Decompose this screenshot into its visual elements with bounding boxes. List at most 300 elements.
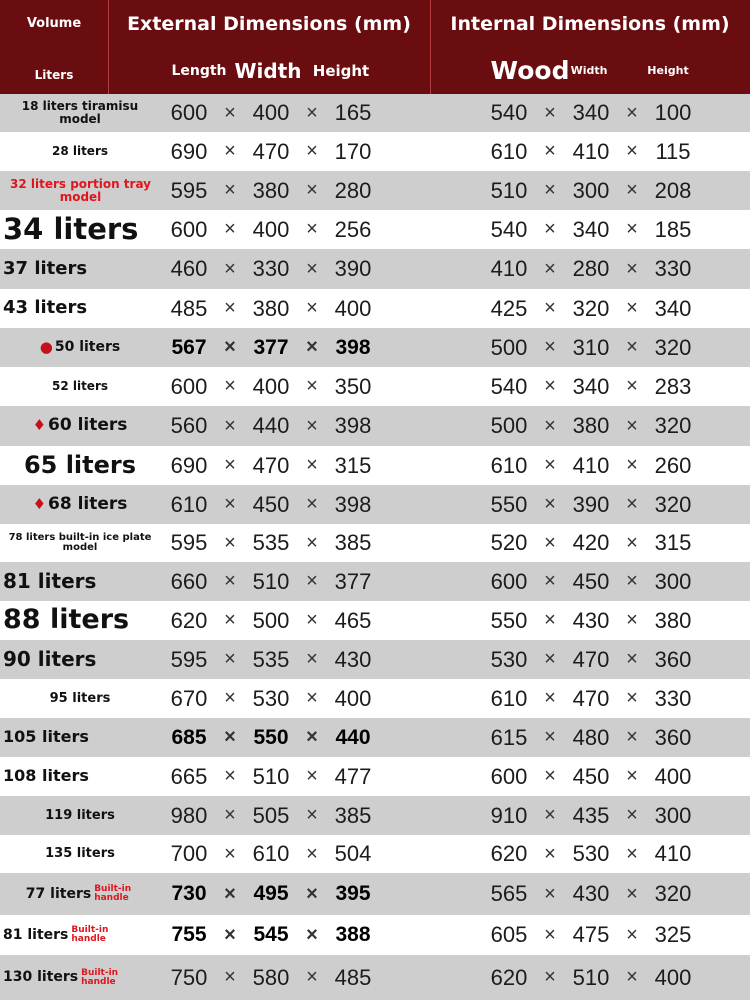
- dimension-value: 910: [490, 802, 528, 828]
- times-sign: ×: [224, 257, 236, 280]
- volume-text: 130 liters: [3, 969, 79, 986]
- times-sign: ×: [626, 726, 638, 748]
- dimension-value: 500: [490, 334, 528, 360]
- external-dimensions: [167, 446, 375, 485]
- times-sign: ×: [224, 765, 236, 787]
- dimension-value: 750: [170, 964, 208, 990]
- times-sign: ×: [224, 609, 236, 631]
- dimension-value: 620: [170, 607, 208, 633]
- dimension-value: 320: [572, 295, 610, 321]
- table-row: [0, 210, 750, 249]
- dimension-value: 400: [654, 964, 692, 990]
- volume-text: 81 liters: [3, 926, 69, 943]
- table-row: [0, 289, 750, 328]
- dimension-value: 350: [334, 373, 372, 399]
- dimension-value: 485: [334, 964, 372, 990]
- times-sign: ×: [626, 570, 638, 592]
- times-sign: ×: [626, 609, 638, 631]
- times-sign: ×: [224, 923, 236, 946]
- dimension-value: 567: [171, 335, 207, 359]
- header-width: Width: [234, 58, 302, 83]
- dimension-value: 340: [572, 100, 610, 125]
- external-dimensions: [167, 249, 375, 289]
- times-sign: ×: [544, 726, 556, 748]
- table-row: [0, 757, 750, 796]
- dimension-value: 330: [654, 256, 692, 281]
- dimension-value: 610: [170, 491, 208, 517]
- header-row-top: [0, 0, 750, 48]
- dimension-value: 505: [252, 802, 290, 828]
- times-sign: ×: [544, 570, 556, 592]
- dimension-value: 690: [170, 138, 208, 164]
- times-sign: ×: [224, 842, 236, 865]
- dimension-value: 400: [252, 100, 290, 125]
- internal-dimensions: [487, 446, 695, 485]
- dimension-value: 600: [490, 568, 528, 594]
- dimension-value: 510: [490, 177, 528, 203]
- external-dimensions: [167, 289, 375, 328]
- volume-text: 81 liters: [3, 569, 97, 593]
- dimension-value: 300: [572, 177, 610, 203]
- dimension-value: 450: [572, 763, 610, 789]
- internal-dimensions: [487, 955, 695, 1000]
- times-sign: ×: [306, 726, 318, 748]
- dimension-value: 610: [490, 685, 528, 711]
- volume-text: 95 liters: [49, 690, 111, 706]
- times-sign: ×: [626, 140, 638, 162]
- row-volume-label: [0, 601, 160, 640]
- dimension-value: 600: [170, 373, 208, 399]
- dimension-value: 504: [334, 841, 372, 866]
- dimension-value: 377: [253, 335, 289, 359]
- dimension-value: 480: [572, 724, 610, 750]
- external-dimensions: [167, 601, 375, 640]
- internal-dimensions: [487, 757, 695, 796]
- dimension-value: 610: [490, 138, 528, 164]
- times-sign: ×: [544, 531, 556, 554]
- dimension-value: 510: [572, 964, 610, 990]
- dimension-value: 410: [490, 256, 528, 281]
- volume-text: 68 liters: [48, 493, 128, 514]
- times-sign: ×: [544, 493, 556, 515]
- dimension-value: 565: [490, 881, 528, 906]
- internal-dimensions: [487, 718, 695, 757]
- times-sign: ×: [544, 454, 556, 476]
- row-volume-label: [0, 524, 160, 562]
- dimension-value: 340: [654, 295, 692, 321]
- internal-dimensions: [487, 915, 695, 955]
- header-divider: [108, 47, 109, 94]
- dimension-value: 610: [252, 841, 290, 866]
- times-sign: ×: [224, 531, 236, 554]
- dimension-value: 115: [655, 138, 691, 164]
- internal-dimensions: [487, 562, 695, 601]
- external-dimensions: [167, 524, 375, 562]
- row-volume-label: [0, 406, 160, 446]
- times-sign: ×: [224, 454, 236, 476]
- dimension-value: 100: [654, 100, 692, 125]
- internal-dimensions: [487, 289, 695, 328]
- volume-text: 77 liters: [25, 885, 92, 902]
- times-sign: ×: [306, 882, 318, 905]
- times-sign: ×: [626, 375, 638, 397]
- volume-text: 88 liters: [3, 604, 130, 636]
- dimension-value: 320: [654, 413, 692, 438]
- dimension-value: 670: [170, 685, 208, 711]
- times-sign: ×: [544, 257, 556, 280]
- internal-dimensions: [487, 601, 695, 640]
- dimension-value: 315: [334, 452, 372, 478]
- table-row: [0, 955, 750, 1000]
- dimension-value: 530: [252, 685, 290, 711]
- times-sign: ×: [306, 454, 318, 476]
- table-row: [0, 94, 750, 132]
- table-row: [0, 367, 750, 406]
- dimension-value: 425: [490, 295, 528, 321]
- internal-dimensions: [487, 796, 695, 835]
- builtin-handle-note: Built-in handle: [71, 925, 109, 944]
- dimension-value: 320: [654, 881, 692, 906]
- times-sign: ×: [544, 414, 556, 437]
- external-dimensions: [167, 640, 375, 679]
- times-sign: ×: [306, 375, 318, 397]
- volume-text: 135 liters: [45, 846, 115, 862]
- header-length: Length: [171, 62, 227, 79]
- times-sign: ×: [626, 765, 638, 787]
- internal-dimensions: [487, 406, 695, 446]
- row-volume-label: [0, 757, 160, 796]
- internal-dimensions: [487, 524, 695, 562]
- times-sign: ×: [224, 570, 236, 592]
- times-sign: ×: [544, 297, 556, 319]
- external-dimensions: [167, 406, 375, 446]
- times-sign: ×: [306, 179, 318, 201]
- dimension-value: 530: [572, 841, 610, 866]
- dimension-value: 660: [170, 568, 208, 594]
- volume-text: 90 liters: [3, 647, 97, 671]
- external-dimensions: [167, 562, 375, 601]
- table-row: [0, 679, 750, 718]
- times-sign: ×: [306, 531, 318, 554]
- times-sign: ×: [544, 923, 556, 946]
- times-sign: ×: [626, 966, 638, 988]
- dimension-value: 690: [170, 452, 208, 478]
- volume-text: 52 liters: [51, 379, 109, 394]
- times-sign: ×: [544, 765, 556, 787]
- table-row: [0, 915, 750, 955]
- dimension-value: 470: [252, 138, 290, 164]
- row-volume-label: [0, 873, 160, 915]
- volume-text: 65 liters: [23, 450, 137, 479]
- dimension-value: 600: [490, 763, 528, 789]
- dimension-value: 300: [654, 568, 692, 594]
- external-dimensions: [167, 718, 375, 757]
- dimension-value: 460: [170, 256, 208, 281]
- hot-marker-icon: ●: [39, 337, 53, 356]
- dimension-value: 380: [654, 607, 692, 633]
- dimension-value: 300: [654, 802, 692, 828]
- dimension-value: 470: [572, 685, 610, 711]
- external-dimensions: [167, 132, 375, 171]
- header-height: Height: [312, 61, 370, 80]
- external-dimensions: [167, 210, 375, 249]
- row-volume-label: [0, 289, 160, 328]
- dimension-value: 540: [490, 100, 528, 125]
- dimension-value: 410: [572, 138, 610, 164]
- dimension-value: 600: [170, 100, 208, 125]
- row-volume-label: [0, 171, 160, 210]
- external-dimensions: [167, 915, 375, 955]
- dimension-value: 360: [654, 646, 692, 672]
- dimension-value: 388: [335, 923, 371, 946]
- times-sign: ×: [306, 923, 318, 946]
- dimension-value: 520: [490, 530, 528, 555]
- external-dimensions: [167, 873, 375, 915]
- dimension-value: 470: [252, 452, 290, 478]
- times-sign: ×: [626, 101, 638, 124]
- external-dimensions: [167, 796, 375, 835]
- hot-marker-icon: ♦: [32, 494, 47, 513]
- times-sign: ×: [306, 609, 318, 631]
- dimension-value: 390: [572, 491, 610, 517]
- table-row: [0, 171, 750, 210]
- times-sign: ×: [626, 882, 638, 905]
- row-volume-label: [0, 132, 160, 171]
- header-wood: Wood: [490, 56, 570, 85]
- header-volume: Volume: [26, 16, 82, 31]
- dimension-value: 325: [654, 922, 692, 947]
- internal-dimensions: [487, 94, 695, 132]
- dimension-value: 755: [171, 923, 207, 946]
- dimension-value: 595: [170, 177, 208, 203]
- header-internal: Internal Dimensions (mm): [450, 12, 730, 35]
- builtin-handle-note: Built-in handle: [81, 967, 119, 987]
- dimension-value: 700: [170, 841, 208, 866]
- row-volume-label: [0, 485, 160, 524]
- dimension-value: 595: [170, 646, 208, 672]
- volume-text: 60 liters: [48, 415, 128, 436]
- times-sign: ×: [544, 966, 556, 988]
- dimension-value: 980: [170, 802, 208, 828]
- dimension-value: 530: [490, 646, 528, 672]
- times-sign: ×: [306, 336, 318, 358]
- hot-marker-icon: ♦: [32, 416, 47, 435]
- dimension-value: 545: [253, 923, 289, 946]
- dimension-value: 395: [335, 882, 371, 905]
- dimension-value: 435: [572, 802, 610, 828]
- internal-dimensions: [487, 485, 695, 524]
- row-volume-label: [0, 915, 160, 955]
- times-sign: ×: [626, 218, 638, 240]
- dimension-value: 398: [335, 335, 371, 359]
- dimension-value: 360: [654, 724, 692, 750]
- header-height-internal: Height: [647, 64, 689, 77]
- dimension-value: 665: [170, 763, 208, 789]
- volume-text: 50 liters: [54, 339, 121, 356]
- times-sign: ×: [544, 648, 556, 670]
- table-row: [0, 132, 750, 171]
- times-sign: ×: [306, 218, 318, 240]
- table-row: [0, 562, 750, 601]
- times-sign: ×: [306, 570, 318, 592]
- times-sign: ×: [626, 454, 638, 476]
- dimension-value: 380: [252, 177, 290, 203]
- dimension-value: 280: [334, 177, 372, 203]
- dimension-value: 450: [572, 568, 610, 594]
- dimension-value: 400: [334, 685, 372, 711]
- times-sign: ×: [224, 140, 236, 162]
- times-sign: ×: [626, 336, 638, 358]
- dimension-value: 390: [334, 256, 372, 281]
- times-sign: ×: [306, 966, 318, 988]
- times-sign: ×: [544, 882, 556, 905]
- times-sign: ×: [626, 493, 638, 515]
- row-volume-label: [0, 640, 160, 679]
- dimension-value: 550: [490, 607, 528, 633]
- row-volume-label: [0, 446, 160, 485]
- times-sign: ×: [224, 966, 236, 988]
- times-sign: ×: [544, 609, 556, 631]
- table-row: [0, 446, 750, 485]
- dimension-value: 320: [654, 334, 692, 360]
- external-dimensions: [167, 328, 375, 367]
- dimension-value: 595: [170, 530, 208, 555]
- table-row: [0, 718, 750, 757]
- times-sign: ×: [224, 336, 236, 358]
- dimension-value: 535: [252, 646, 290, 672]
- times-sign: ×: [306, 765, 318, 787]
- times-sign: ×: [626, 257, 638, 280]
- times-sign: ×: [626, 923, 638, 946]
- dimension-value: 550: [490, 491, 528, 517]
- times-sign: ×: [306, 804, 318, 826]
- dimension-value: 615: [490, 724, 528, 750]
- dimension-value: 280: [572, 256, 610, 281]
- times-sign: ×: [626, 414, 638, 437]
- dimension-value: 450: [252, 491, 290, 517]
- volume-text: 108 liters: [3, 766, 89, 786]
- row-volume-label: [0, 210, 160, 249]
- dimension-value: 385: [334, 802, 372, 828]
- times-sign: ×: [224, 687, 236, 709]
- dimension-value: 510: [252, 763, 290, 789]
- times-sign: ×: [306, 414, 318, 437]
- dimension-value: 410: [572, 452, 610, 478]
- volume-text: 28 liters: [51, 144, 109, 159]
- dimension-value: 500: [252, 607, 290, 633]
- dimension-value: 380: [252, 295, 290, 321]
- dimension-value: 580: [252, 964, 290, 990]
- row-volume-label: [0, 328, 160, 367]
- dimension-value: 310: [572, 334, 610, 360]
- times-sign: ×: [626, 842, 638, 865]
- external-dimensions: [167, 955, 375, 1000]
- table-row: [0, 640, 750, 679]
- row-volume-label: [0, 94, 160, 132]
- dimension-value: 550: [253, 725, 289, 749]
- times-sign: ×: [544, 375, 556, 397]
- dimension-value: 500: [490, 413, 528, 438]
- times-sign: ×: [224, 804, 236, 826]
- dimension-value: 535: [252, 530, 290, 555]
- times-sign: ×: [544, 842, 556, 865]
- dimension-value: 730: [171, 882, 207, 905]
- dimension-value: 400: [334, 295, 372, 321]
- external-dimensions: [167, 485, 375, 524]
- internal-dimensions: [487, 835, 695, 873]
- dimension-value: 398: [334, 491, 372, 517]
- dimension-value: 420: [572, 530, 610, 555]
- dimension-value: 340: [572, 216, 610, 242]
- builtin-handle-note: Built-in handle: [94, 884, 132, 903]
- dimension-value: 540: [490, 373, 528, 399]
- times-sign: ×: [626, 531, 638, 554]
- dimension-value: 430: [572, 607, 610, 633]
- times-sign: ×: [626, 804, 638, 826]
- times-sign: ×: [626, 297, 638, 319]
- times-sign: ×: [306, 297, 318, 319]
- times-sign: ×: [306, 687, 318, 709]
- times-sign: ×: [224, 375, 236, 397]
- dimension-value: 510: [252, 568, 290, 594]
- dimension-value: 283: [654, 373, 692, 399]
- dimension-value: 440: [335, 725, 371, 749]
- header-row-sub: [0, 47, 750, 94]
- times-sign: ×: [224, 179, 236, 201]
- row-volume-label: [0, 718, 160, 757]
- dimension-value: 410: [654, 841, 692, 866]
- dimension-value: 560: [170, 413, 208, 438]
- row-volume-label: [0, 796, 160, 835]
- times-sign: ×: [224, 101, 236, 124]
- times-sign: ×: [306, 493, 318, 515]
- times-sign: ×: [544, 101, 556, 124]
- internal-dimensions: [487, 367, 695, 406]
- times-sign: ×: [224, 414, 236, 437]
- times-sign: ×: [224, 726, 236, 748]
- internal-dimensions: [487, 873, 695, 915]
- times-sign: ×: [544, 179, 556, 201]
- times-sign: ×: [306, 140, 318, 162]
- dimension-value: 400: [654, 763, 692, 789]
- internal-dimensions: [487, 171, 695, 210]
- table-row: [0, 873, 750, 915]
- volume-text: 119 liters: [45, 807, 115, 823]
- external-dimensions: [167, 171, 375, 210]
- dimension-value: 685: [171, 725, 207, 749]
- dimension-value: 620: [490, 964, 528, 990]
- table-row: [0, 524, 750, 562]
- table-row: [0, 485, 750, 524]
- times-sign: ×: [224, 882, 236, 905]
- dimension-value: 430: [572, 881, 610, 906]
- times-sign: ×: [306, 648, 318, 670]
- dimension-value: 256: [334, 216, 372, 242]
- volume-text: 34 liters: [3, 212, 139, 247]
- internal-dimensions: [487, 679, 695, 718]
- dimension-value: 610: [490, 452, 528, 478]
- times-sign: ×: [306, 257, 318, 280]
- dimension-value: 540: [490, 216, 528, 242]
- volume-text: 37 liters: [3, 257, 88, 279]
- dimension-value: 380: [572, 413, 610, 438]
- header-liters: Liters: [34, 67, 74, 82]
- volume-text: 18 liters tiramisu model: [21, 99, 139, 126]
- dimension-value: 430: [334, 646, 372, 672]
- dimension-value: 400: [252, 373, 290, 399]
- times-sign: ×: [224, 218, 236, 240]
- times-sign: ×: [544, 140, 556, 162]
